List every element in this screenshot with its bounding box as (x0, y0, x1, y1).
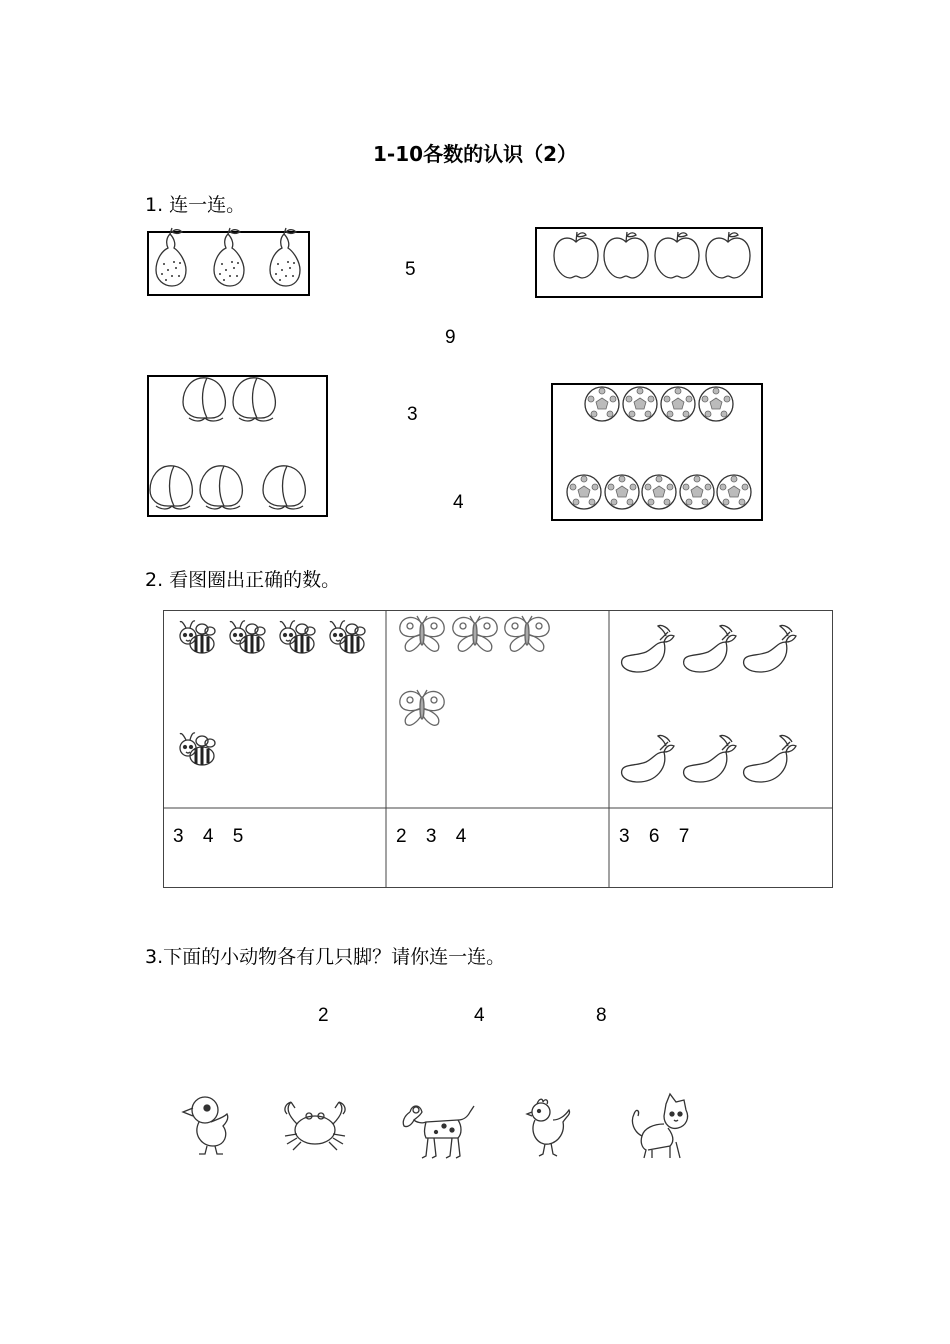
q3-number-8: 8 (596, 1005, 607, 1026)
cat-icon (632, 1094, 687, 1158)
q1-number-4: 4 (453, 492, 464, 513)
peach-icon (233, 378, 275, 421)
q3-number-4: 4 (474, 1005, 485, 1026)
dog-icon (403, 1106, 474, 1158)
ball-icon (585, 387, 619, 421)
peach-icon (150, 466, 192, 509)
bee-options[interactable]: 3 4 5 (173, 826, 244, 847)
peach-icon (200, 466, 242, 509)
duck-icon (183, 1097, 228, 1154)
ball-icon (623, 387, 657, 421)
apple-icon (655, 232, 699, 278)
pear-icon (270, 228, 300, 286)
eggplant-options[interactable]: 3 6 7 (619, 826, 690, 847)
pear-icon (214, 228, 244, 286)
q1-number-3: 3 (407, 404, 418, 425)
apple-icon (554, 232, 598, 278)
ball-icon (661, 387, 695, 421)
chicken-icon (527, 1099, 570, 1156)
question-1-label: 1. 连一连。 (145, 194, 246, 216)
pear-icon (156, 228, 186, 286)
question-2-table (163, 610, 833, 888)
q1-number-9: 9 (445, 327, 456, 348)
peach-icon (263, 466, 305, 509)
ball-icon (642, 475, 676, 509)
ball-icon (605, 475, 639, 509)
peach-icon (183, 378, 225, 421)
ball-icon (717, 475, 751, 509)
page-title: 1-10各数的认识（2） (373, 142, 577, 166)
ball-icon (680, 475, 714, 509)
q3-number-2: 2 (318, 1005, 329, 1026)
question-3-label: 3.下面的小动物各有几只脚？请你连一连。 (145, 946, 506, 968)
q1-number-5: 5 (405, 259, 416, 280)
ball-icon (699, 387, 733, 421)
butterfly-options[interactable]: 2 3 4 (396, 826, 467, 847)
apple-icon (604, 232, 648, 278)
crab-icon (285, 1102, 345, 1150)
apple-icon (706, 232, 750, 278)
ball-icon (567, 475, 601, 509)
question-2-label: 2. 看图圈出正确的数。 (145, 569, 341, 591)
